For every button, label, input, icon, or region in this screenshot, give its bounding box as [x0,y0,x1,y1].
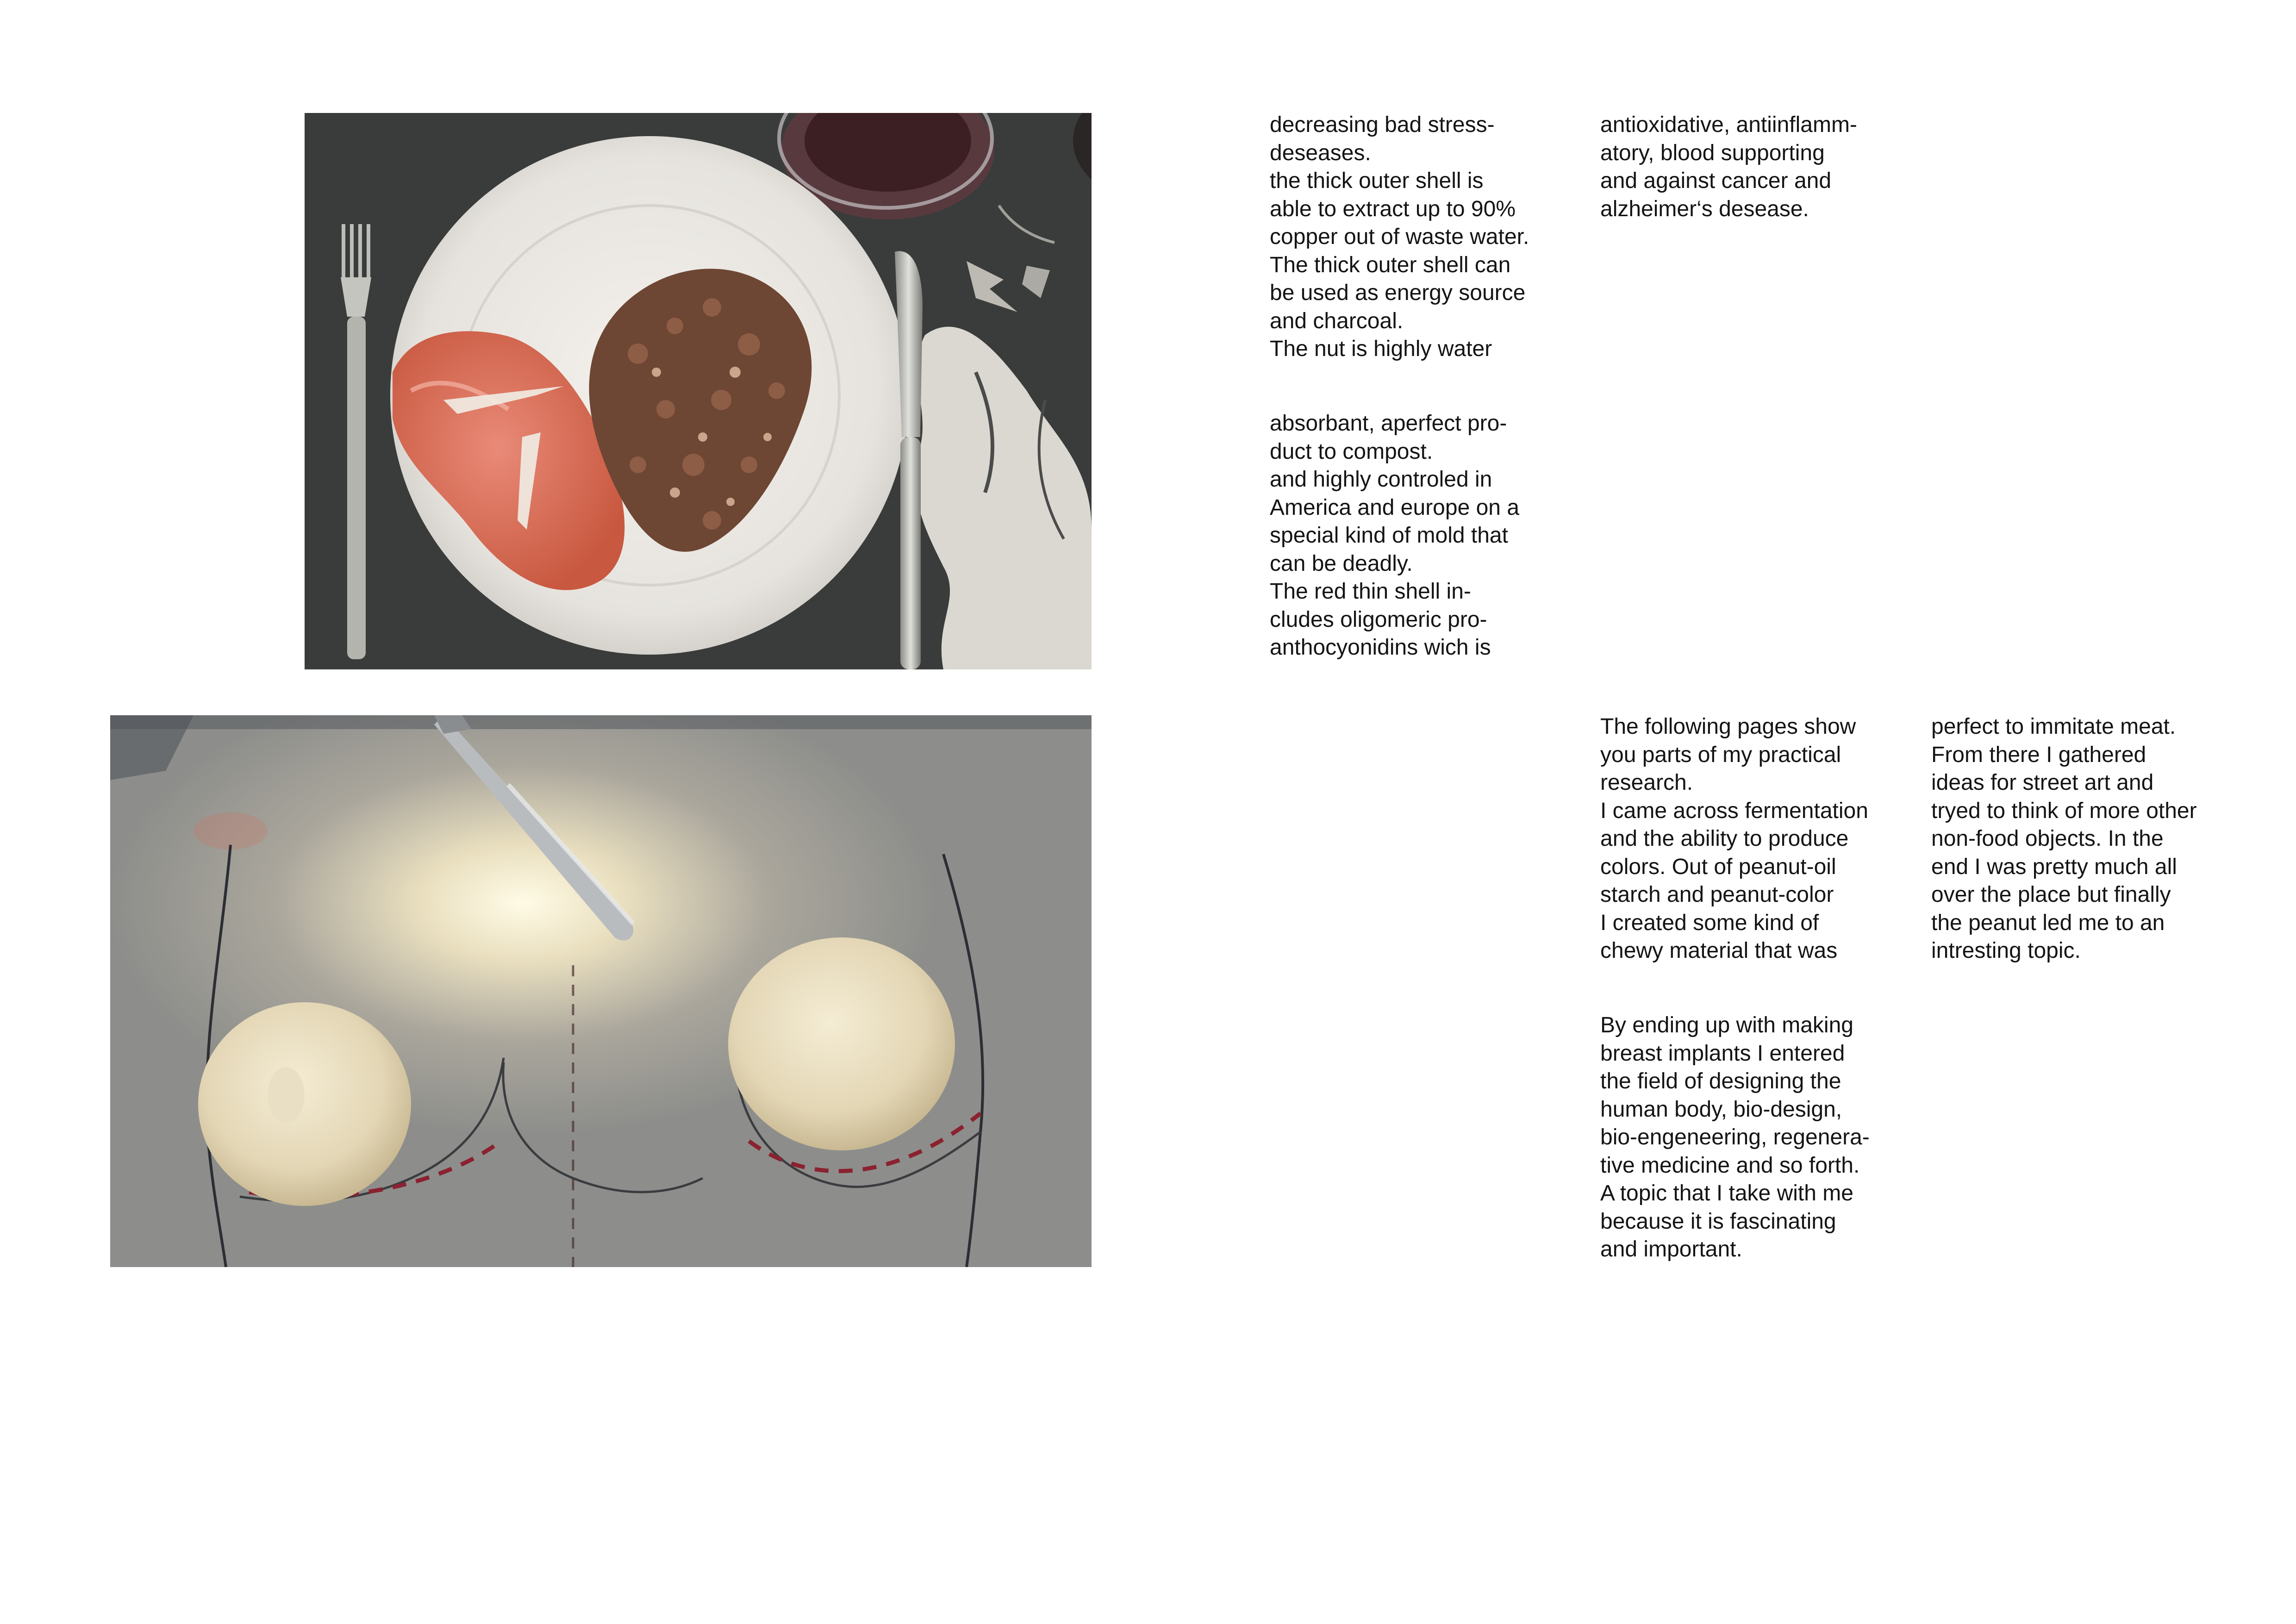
plate-of-food-photo [305,113,1092,669]
text-col2-bottom: By ending up with making breast implants I entered the field of designing the human body, bio-design, bio-engeneering, regenera- tive medicine and so forth. A topic that I take with me because it is fascinating and important. [1600,1013,1870,1262]
breast-implants-photo [110,715,1092,1267]
plate-of-food-image-icon [305,113,1092,669]
text-col2-top: antioxidative, antiinflamm- atory, blood supporting and against cancer and alzheimer‘s desease. [1600,112,1857,221]
text-col3-mid: perfect to immitate meat. From there I gathered ideas for street art and tryed to think of more other non-food objects. In the end I was pretty much all over the place but finally the peanut led me to an intresting topic. [1931,714,2197,963]
text-col1-bottom: absorbant, aperfect pro- duct to compost. and highly controled in America and europe on a special kind of mold that can be deadly. The red thin shell in- cludes oligomeric pro- anthocyonidins wich is [1270,411,1520,660]
text-col1-top: decreasing bad stress- deseases. the thick outer shell is able to extract up to 90% copper out of waste water. The thick outer shell can be used as energy source and charcoal. The nut is highly water [1270,112,1529,361]
breast-implants-image-icon [110,715,1092,1267]
text-col2-mid: The following pages show you parts of my practical research. I came across fermentation and the ability to produce colors. Out of peanut-oil starch and peanut-color I created some kind of chewy material that was [1600,714,1868,963]
